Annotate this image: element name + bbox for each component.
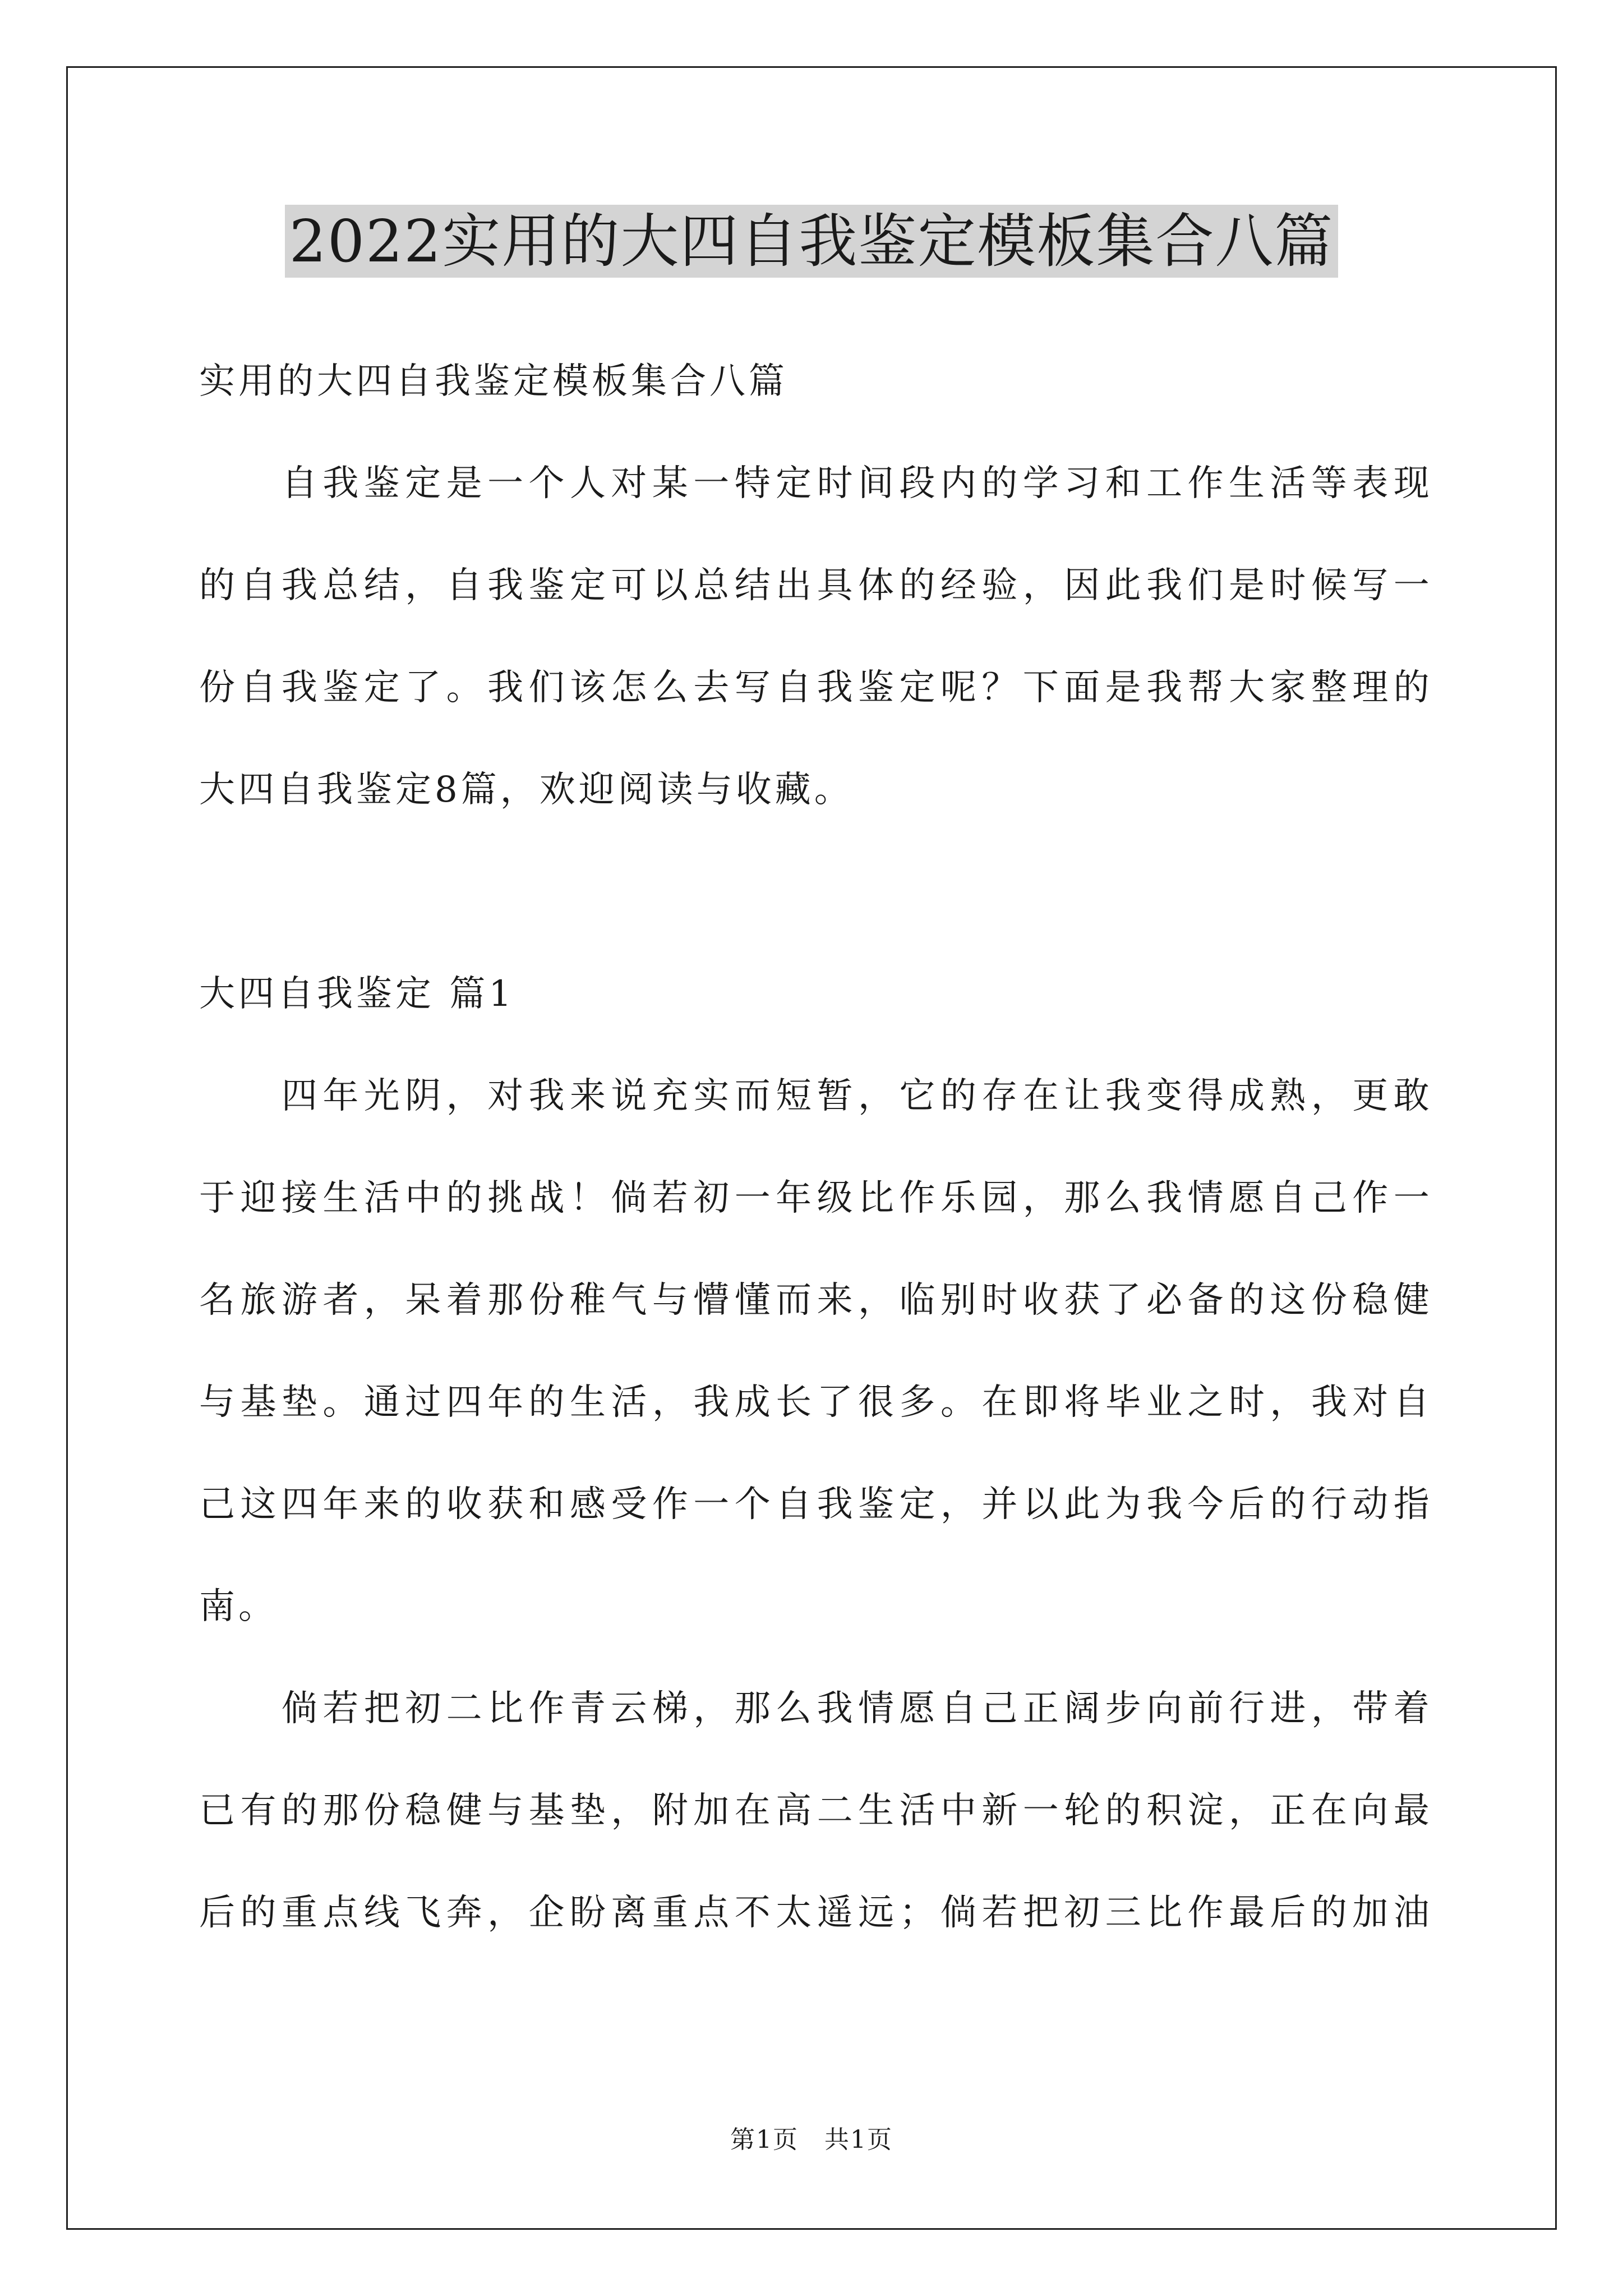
section-line-6: 南。: [199, 1586, 278, 1627]
subtitle: 实用的大四自我鉴定模板集合八篇: [199, 361, 788, 402]
intro-line-4: 大四自我鉴定8篇，欢迎阅读与收藏。: [199, 769, 854, 811]
section-line-8: 已 有 的 那 份 稳 健 与 基 垫 ， 附 加 在 高 二 生 活 中 新 一 轮 的 积 淀 ， 正 在 向 最: [199, 1790, 1433, 1832]
intro-line-2: 的 自 我 总 结 ， 自 我 鉴 定 可 以 总 结 出 具 体 的 经 验 ， 因 此 我 们 是 时 候 写 一: [199, 565, 1433, 606]
section-line-1: 四 年 光 阴 ， 对 我 来 说 充 实 而 短 暂 ， 它 的 存 在 让 我 变 得 成 熟 ， 更 敢: [281, 1075, 1433, 1117]
section-line-3: 名 旅 游 者 ， 呆 着 那 份 稚 气 与 懵 懂 而 来 ， 临 别 时 收 获 了 必 备 的 这 份 稳 健: [199, 1280, 1433, 1321]
section-line-5: 己 这 四 年 来 的 收 获 和 感 受 作 一 个 自 我 鉴 定 ， 并 以 此 为 我 今 后 的 行 动 指: [199, 1484, 1433, 1525]
document-body: [199, 348, 1433, 1981]
section-line-2: 于 迎 接 生 活 中 的 挑 战 ！ 倘 若 初 一 年 级 比 作 乐 园 ， 那 么 我 情 愿 自 己 作 一: [199, 1177, 1433, 1219]
intro-line-3: 份 自 我 鉴 定 了 。 我 们 该 怎 么 去 写 自 我 鉴 定 呢 ？ 下 面 是 我 帮 大 家 整 理 的: [199, 667, 1433, 708]
document-title: [0, 199, 1623, 283]
document-title-text: 2022实用的大四自我鉴定模板集合八篇: [285, 205, 1339, 278]
spacer: [199, 858, 1433, 960]
page-number: 第1页 共1页: [730, 2125, 893, 2154]
section-line-9: 后 的 重 点 线 飞 奔 ， 企 盼 离 重 点 不 太 遥 远 ； 倘 若 把 初 三 比 作 最 后 的 加 油: [199, 1892, 1433, 1934]
page-footer: [0, 2123, 1623, 2157]
section-line-4: 与 基 垫 。 通 过 四 年 的 生 活 ， 我 成 长 了 很 多 。 在 即 将 毕 业 之 时 ， 我 对 自: [199, 1382, 1433, 1423]
intro-line-1: 自 我 鉴 定 是 一 个 人 对 某 一 特 定 时 间 段 内 的 学 习 和 工 作 生 活 等 表 现: [281, 463, 1433, 504]
section-line-7: 倘 若 把 初 二 比 作 青 云 梯 ， 那 么 我 情 愿 自 己 正 阔 步 向 前 行 进 ， 带 着: [281, 1688, 1433, 1729]
section-heading: 大四自我鉴定 篇1: [199, 973, 515, 1015]
